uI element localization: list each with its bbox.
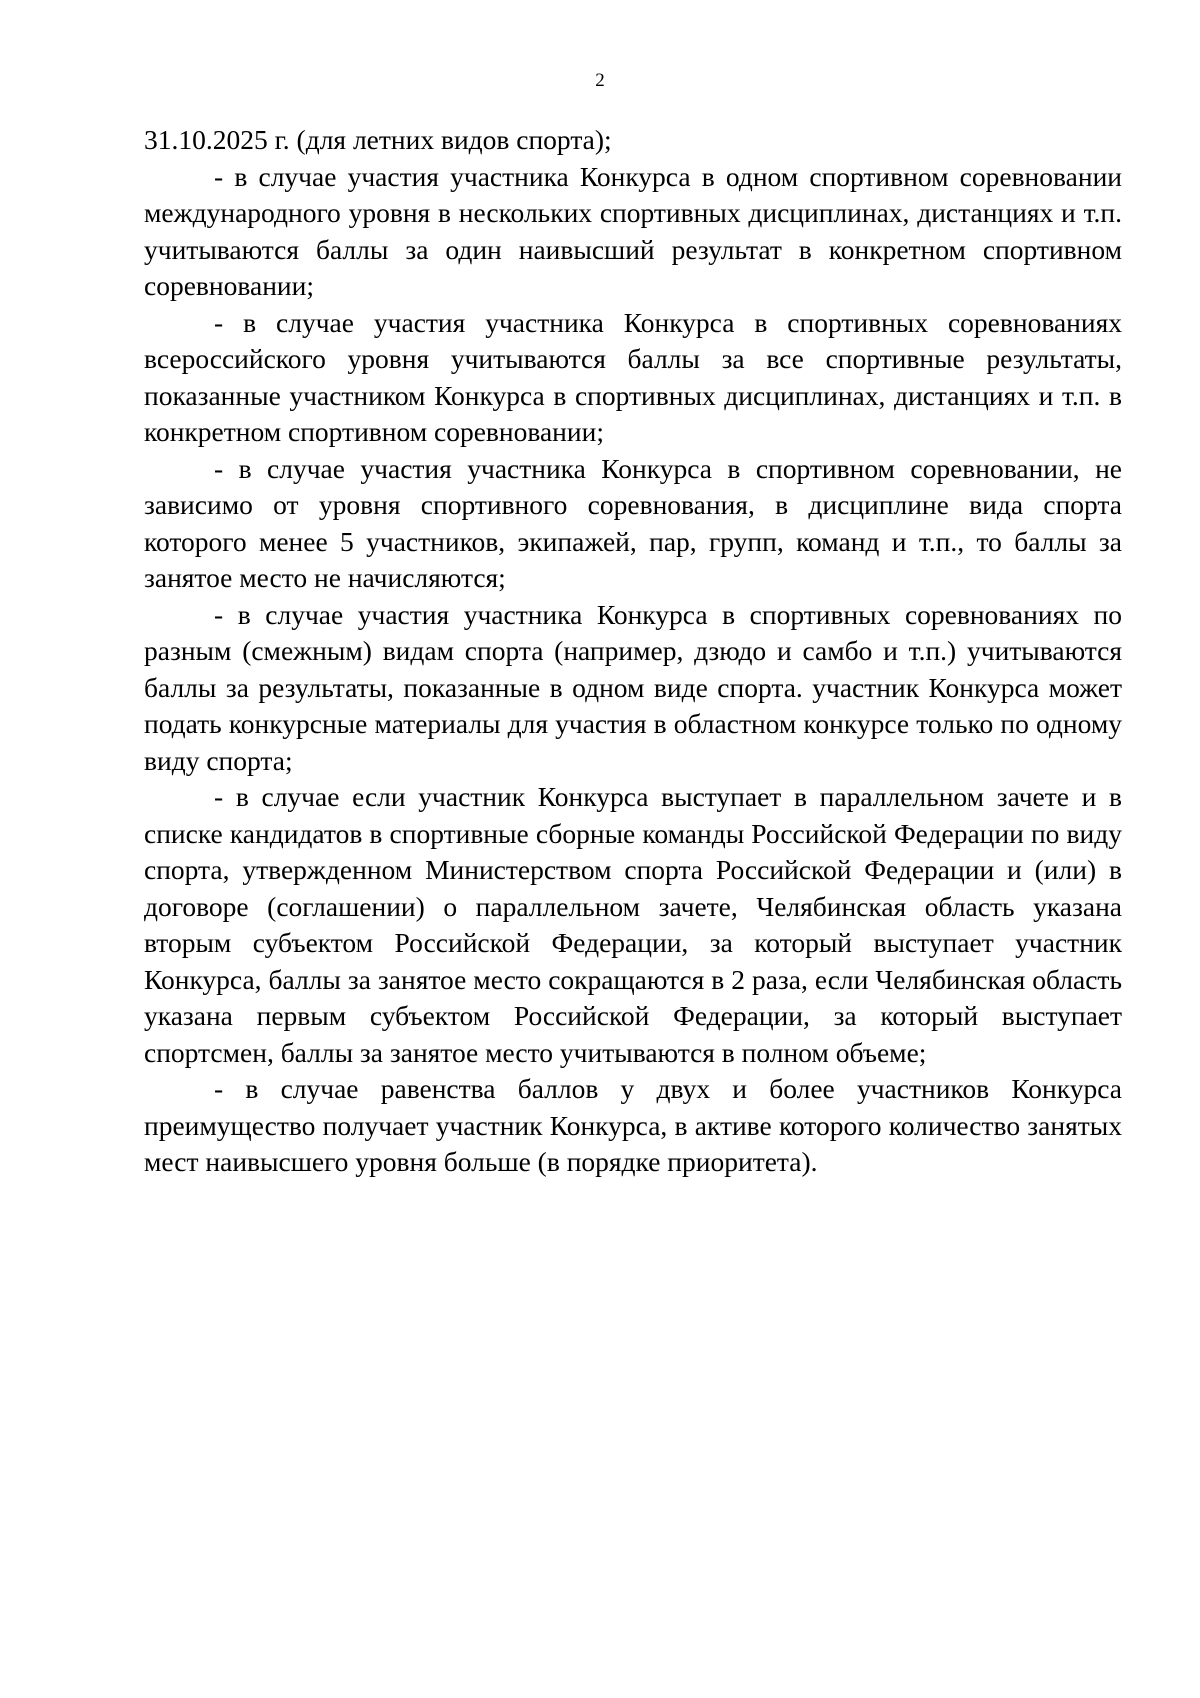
paragraph-tie-break: - в случае равенства баллов у двух и более участников Конкурса преимущество получает участник Конкурса, в активе которого количество занятых мест наивысшего уровня больше (в порядке приоритета). <box>144 1073 1122 1177</box>
document-body <box>144 122 1122 1181</box>
paragraph-international-competition: - в случае участия участника Конкурса в одном спортивном соревновании международного уровня в нескольких спортивных дисциплинах, дистанциях и т.п. учитываются баллы за один наивысший результат в конкретном спортивном соревновании; <box>144 160 1122 301</box>
page-number: 2 <box>595 70 605 91</box>
paragraph-date-continuation: 31.10.2025 г. (для летних видов спорта); <box>144 124 612 155</box>
paragraph-parallel-standing: - в случае если участник Конкурса выступает в параллельном зачете и в списке кандидатов в спортивные сборные команды Российской Федерации по виду спорта, утвержденном Министерством спорта Российской Федерации и (или) в договоре (соглашении) о параллельном зачете, Челябинская область указана вторым субъектом Российской Федерации, за который выступает участник Конкурса, баллы за занятое место сокращаются в 2 раза, если Челябинская область указана первым субъектом Российской Федерации, за который выступает спортсмен, баллы за занятое место учитываются в полном объеме; <box>144 781 1122 1068</box>
paragraph-related-sports: - в случае участия участника Конкурса в спортивных соревнованиях по разным (смежным) видам спорта (например, дзюдо и самбо и т.п.) учитываются баллы за результаты, показанные в одном виде спорта. участник Конкурса может подать конкурсные материалы для участия в областном конкурсе только по одному виду спорта; <box>144 598 1122 776</box>
paragraph-all-russian-competition: - в случае участия участника Конкурса в спортивных соревнованиях всероссийского уровня учитываются баллы за все спортивные результаты, показанные участником Конкурса в спортивных дисциплинах, дистанциях и т.п. в конкретном спортивном соревновании; <box>144 306 1122 447</box>
paragraph-fewer-than-five-participants: - в случае участия участника Конкурса в спортивном соревновании, не зависимо от уровня спортивного соревнования, в дисциплине вида спорта которого менее 5 участников, экипажей, пар, групп, команд и т.п., то баллы за занятое место не начисляются; <box>144 452 1122 593</box>
